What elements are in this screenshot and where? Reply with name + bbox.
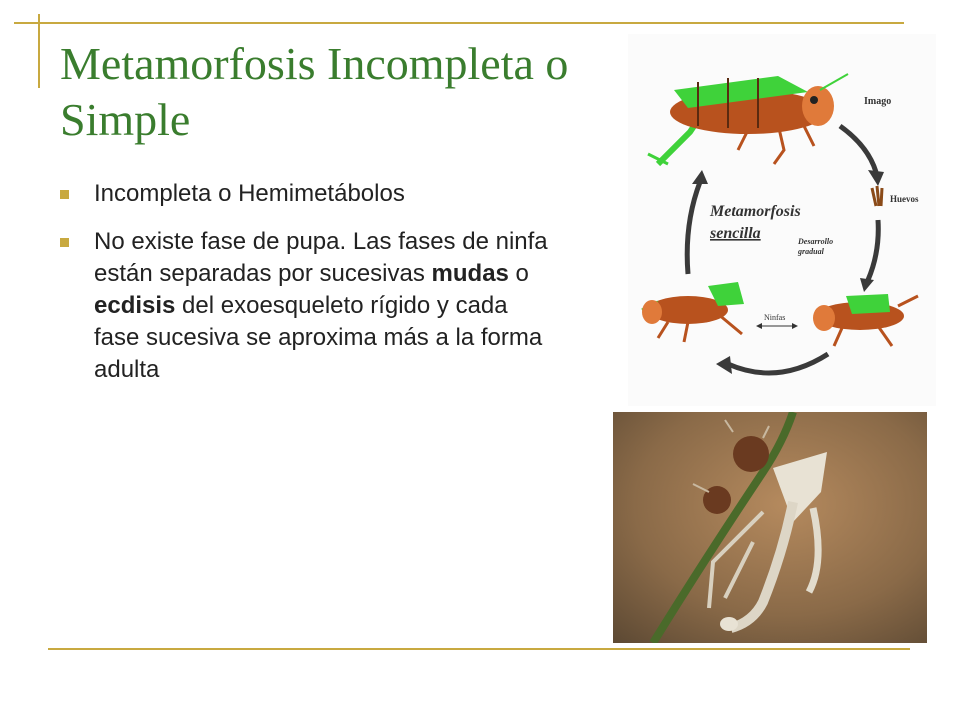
cycle-arrows-icon	[687, 126, 878, 373]
bullet-text-c: del exoesqueleto rígido y cada fase sucesiva se aproxima más a la forma adulta	[94, 292, 543, 383]
bottom-rule	[48, 648, 910, 650]
label-imago: Imago	[864, 96, 892, 107]
term-mudas: mudas	[431, 260, 509, 287]
left-rule	[38, 14, 40, 88]
metamorphosis-diagram	[628, 34, 936, 406]
nymph-left-icon	[642, 282, 744, 342]
eggs-icon	[872, 186, 882, 206]
bullet-list	[60, 178, 550, 402]
bullet-text-b: o	[508, 260, 529, 287]
label-desarrollo-1: Desarrollo	[798, 237, 834, 246]
label-ninfas: Ninfas	[764, 313, 786, 322]
top-rule	[14, 22, 904, 24]
label-desarrollo-2: gradual	[798, 247, 824, 256]
nymph-right-icon	[813, 294, 918, 346]
bullet-item	[60, 226, 550, 386]
bullet-square-icon	[60, 190, 69, 199]
bullet-item	[60, 178, 550, 210]
diagram-title-line1: Metamorfosis	[710, 203, 801, 220]
slide-title: Metamorfosis Incompleta o Simple	[60, 38, 569, 145]
adult-grasshopper-icon	[648, 74, 848, 164]
label-huevos: Huevos	[890, 194, 919, 204]
molting-grasshopper-photo	[613, 412, 927, 643]
bullet-text: Incompleta o Hemimetábolos	[94, 180, 405, 207]
term-ecdisis: ecdisis	[94, 292, 176, 319]
bullet-text-a: No existe fase de pupa. Las fases de ninfa están separadas por sucesivas	[94, 228, 548, 287]
arrowheads-icon	[692, 170, 884, 374]
diagram-title-line2: sencilla	[710, 225, 761, 242]
bullet-square-icon	[60, 238, 69, 247]
ninfas-arrow-icon	[756, 323, 798, 329]
